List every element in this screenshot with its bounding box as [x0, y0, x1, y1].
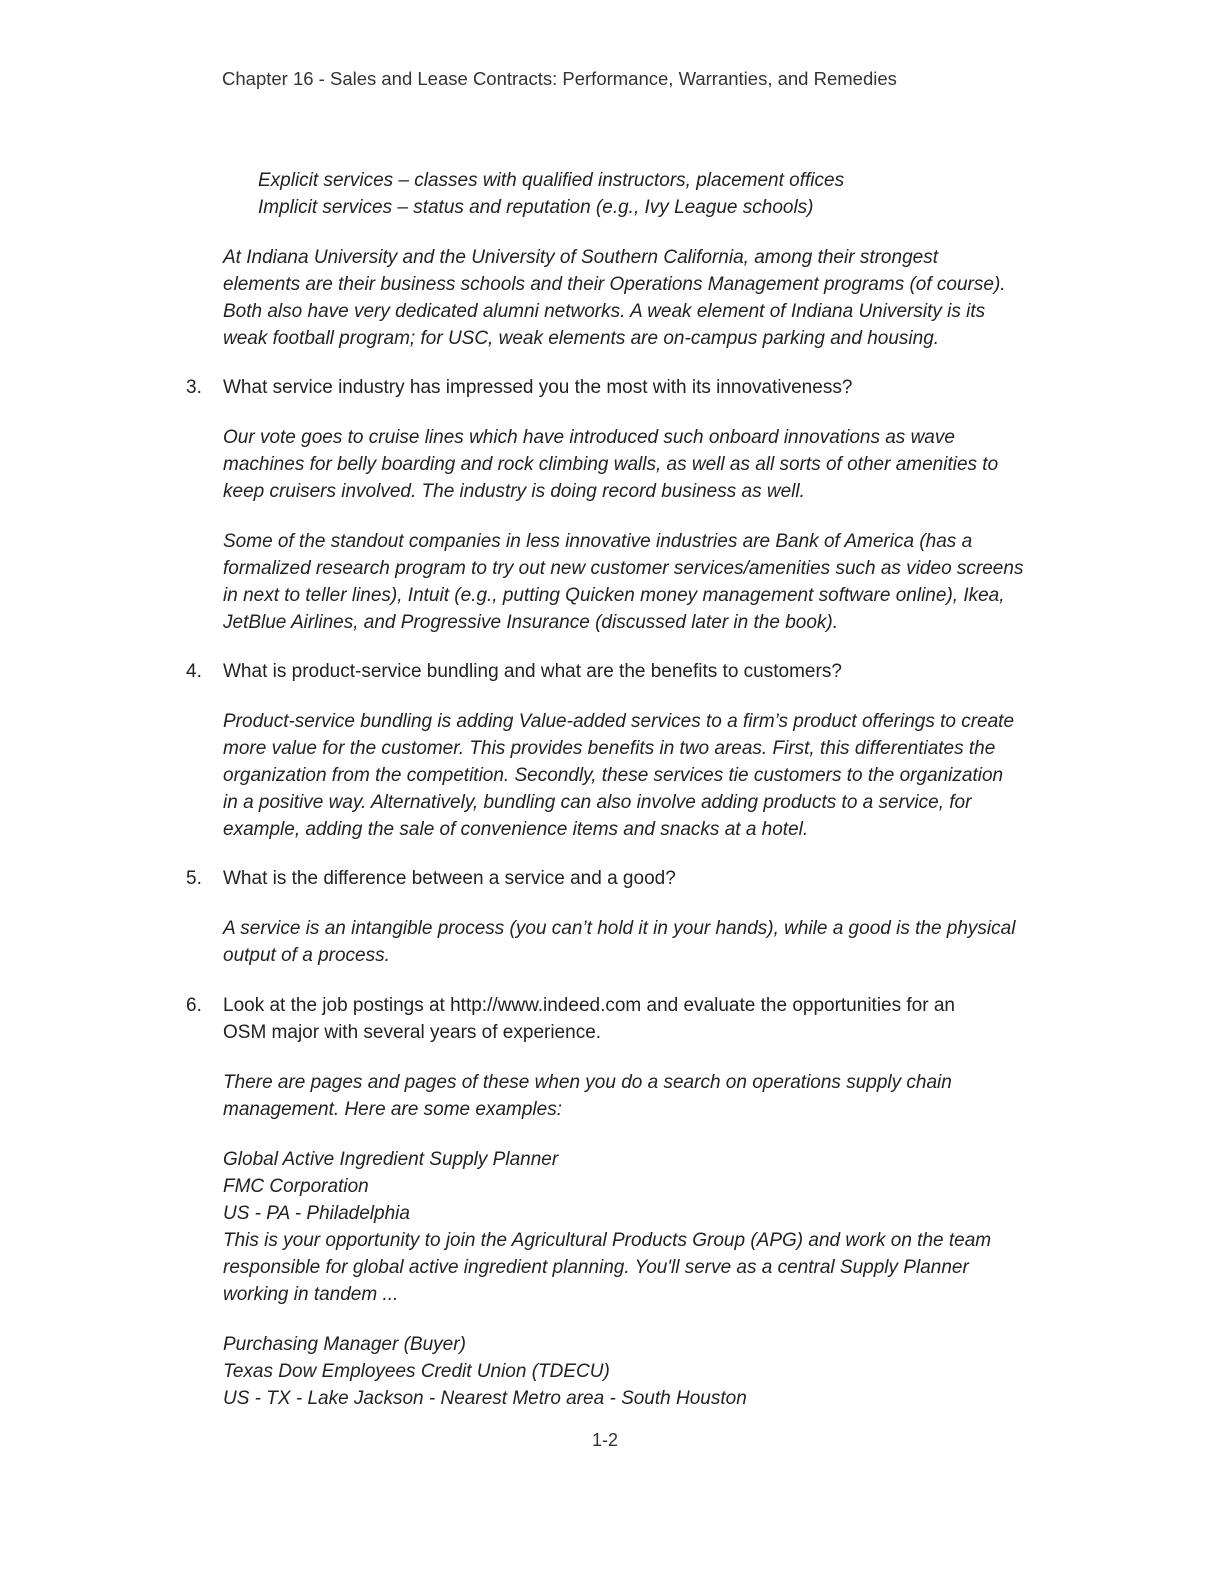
question-text: Look at the job postings at http://www.indeed.com and evaluate the opportunities for an: [223, 995, 955, 1016]
implicit-services-line: Implicit services – status and reputation (e.g., Ivy League schools): [258, 197, 814, 218]
answer-line: At Indiana University and the University of Southern California, among their strongest: [223, 247, 938, 268]
question-3: [186, 374, 852, 401]
answer-line: keep cruisers involved. The industry is doing record business as well.: [223, 481, 805, 502]
answer-line: weak football program; for USC, weak elements are on-campus parking and housing.: [223, 328, 940, 349]
question-5: [186, 865, 676, 892]
question-text: What is the difference between a service and a good?: [223, 868, 676, 889]
job-company: Texas Dow Employees Credit Union (TDECU): [223, 1361, 610, 1382]
question-number: 4.: [186, 661, 202, 682]
job-description: working in tandem ...: [223, 1284, 399, 1305]
job-title: Global Active Ingredient Supply Planner: [223, 1149, 559, 1170]
answer-line: more value for the customer. This provides benefits in two areas. First, this differentiates the: [223, 738, 996, 759]
page-number: 1-2: [592, 1430, 619, 1450]
answer-line: There are pages and pages of these when you do a search on operations supply chain: [223, 1072, 952, 1093]
question-text: What service industry has impressed you the most with its innovativeness?: [223, 377, 853, 398]
answer-line: JetBlue Airlines, and Progressive Insurance (discussed later in the book).: [223, 612, 838, 633]
answer-line: Some of the standout companies in less innovative industries are Bank of America (has a: [223, 531, 973, 552]
answer-line: example, adding the sale of convenience items and snacks at a hotel.: [223, 819, 809, 840]
answer-line: elements are their business schools and their Operations Management programs (of course).: [223, 274, 1006, 295]
job-description: This is your opportunity to join the Agricultural Products Group (APG) and work on the team: [223, 1230, 992, 1251]
answer-line: output of a process.: [223, 945, 390, 966]
job-title: Purchasing Manager (Buyer): [223, 1334, 466, 1355]
answer-line: formalized research program to try out new customer services/amenities such as video screens: [223, 558, 1024, 579]
page-header: Chapter 16 - Sales and Lease Contracts: Performance, Warranties, and Remedies: [222, 68, 897, 89]
job-company: FMC Corporation: [223, 1176, 369, 1197]
question-text: What is product-service bundling and what are the benefits to customers?: [223, 661, 842, 682]
explicit-services-line: Explicit services – classes with qualified instructors, placement offices: [258, 170, 845, 191]
question-number: 6.: [186, 995, 202, 1016]
question-text-continued: OSM major with several years of experience.: [223, 1022, 602, 1043]
job-location: US - PA - Philadelphia: [223, 1203, 410, 1224]
answer-line: in a positive way. Alternatively, bundling can also involve adding products to a service, for: [223, 792, 972, 813]
answer-line: machines for belly boarding and rock climbing walls, as well as all sorts of other amenities to: [223, 454, 999, 475]
answer-line: A service is an intangible process (you can’t hold it in your hands), while a good is the physical: [223, 918, 1016, 939]
question-number: 3.: [186, 377, 202, 398]
job-location: US - TX - Lake Jackson - Nearest Metro area - South Houston: [223, 1388, 747, 1409]
answer-line: in next to teller lines), Intuit (e.g., putting Quicken money management software online), Ikea,: [223, 585, 1005, 606]
answer-line: Our vote goes to cruise lines which have introduced such onboard innovations as wave: [223, 427, 955, 448]
answer-line: Both also have very dedicated alumni networks. A weak element of Indiana University is its: [223, 301, 986, 322]
answer-line: management. Here are some examples:: [223, 1099, 562, 1120]
job-description: responsible for global active ingredient planning. You'll serve as a central Supply Planner: [223, 1257, 969, 1278]
question-number: 5.: [186, 868, 202, 889]
question-4: [186, 658, 842, 685]
answer-line: Product-service bundling is adding Value-added services to a firm’s product offerings to create: [223, 711, 1015, 732]
answer-line: organization from the competition. Secondly, these services tie customers to the organization: [223, 765, 1004, 786]
question-6: [186, 992, 955, 1019]
